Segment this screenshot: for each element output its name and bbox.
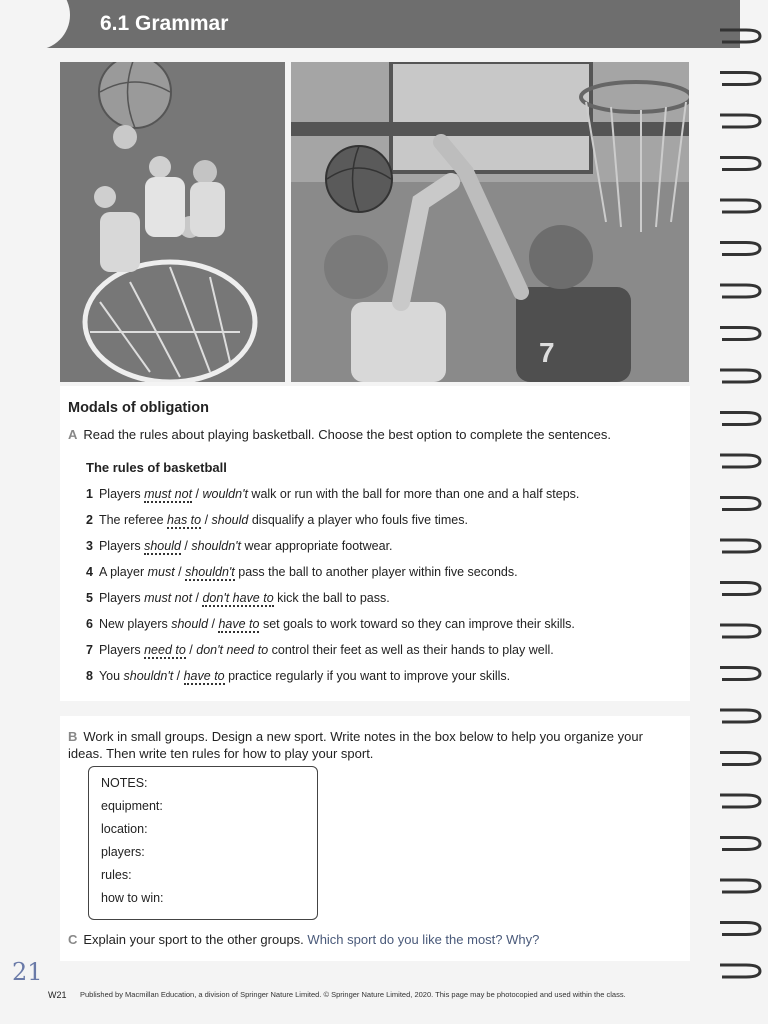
spiral-ring (720, 158, 760, 170)
rule-item (86, 617, 575, 631)
notes-equipment: equipment: (101, 799, 163, 813)
rule-sep: / (192, 487, 203, 501)
rule-post: disqualify a player who fouls five times. (248, 513, 468, 527)
rule-sep: / (208, 617, 219, 631)
notes-location: location: (101, 822, 148, 836)
rule-option-1[interactable]: has to (167, 513, 202, 527)
spiral-ring (720, 455, 760, 467)
spiral-ring (720, 370, 760, 382)
spiral-ring (720, 115, 760, 127)
section-b-panel (60, 716, 690, 961)
section-c-letter: C (68, 932, 78, 947)
rule-sep: / (173, 669, 184, 683)
rule-post: kick the ball to pass. (273, 591, 390, 605)
rule-number: 7 (86, 643, 93, 657)
rule-option-2[interactable]: should (211, 513, 249, 527)
rule-pre: Players (98, 591, 145, 605)
rule-post: control their feet as well as their hands to play well. (268, 643, 554, 657)
spiral-ring (720, 285, 760, 297)
photo-overhead-basketball (60, 62, 285, 382)
rule-option-1[interactable]: should (144, 539, 181, 553)
rule-item (86, 487, 579, 501)
rule-pre: Players (98, 487, 145, 501)
rule-option-2[interactable]: don't have to (202, 591, 274, 605)
rule-post: walk or run with the ball for more than one and a half steps. (247, 487, 580, 501)
spiral-ring (720, 243, 760, 255)
spiral-ring (720, 880, 760, 892)
rule-pre: A player (98, 565, 148, 579)
page-title: 6.1 Grammar (100, 12, 229, 35)
rules-title: The rules of basketball (86, 460, 227, 475)
rule-number: 1 (86, 487, 93, 501)
rule-option-2[interactable]: have to (183, 669, 225, 683)
rule-option-1[interactable]: should (171, 617, 209, 631)
handwritten-page-number: 21 (12, 958, 43, 986)
rule-pre: Players (98, 643, 145, 657)
spiral-ring (720, 710, 760, 722)
spiral-ring (720, 30, 760, 42)
rule-option-2[interactable]: shouldn't (185, 565, 235, 579)
spiral-ring (720, 73, 760, 85)
spiral-ring (720, 328, 760, 340)
notes-heading: NOTES: (101, 776, 148, 790)
modals-heading: Modals of obligation (68, 400, 209, 416)
svg-text:7: 7 (539, 337, 555, 368)
rule-item (86, 565, 518, 579)
spiral-ring (720, 795, 760, 807)
section-a-letter: A (68, 427, 78, 442)
rule-item (86, 513, 468, 527)
rule-option-1[interactable]: must not (144, 591, 193, 605)
rule-option-1[interactable]: shouldn't (123, 669, 174, 683)
rule-number: 2 (86, 513, 93, 527)
section-header (40, 0, 740, 48)
page-code: W21 (48, 990, 67, 1000)
rule-sep: / (174, 565, 186, 579)
rule-sep: / (201, 513, 212, 527)
spiral-ring (720, 838, 760, 850)
rule-option-1[interactable]: must (147, 565, 175, 579)
rule-item (86, 539, 393, 553)
rule-option-2[interactable]: have to (218, 617, 260, 631)
publisher-footer: Published by Macmillan Education, a division of Springer Nature Limited. © Springer Nature Limited, 2020. This page may be photocopied and used within the class. (80, 990, 626, 999)
section-a-panel (60, 386, 690, 701)
rule-item (86, 643, 554, 657)
rule-sep: / (185, 643, 197, 657)
rule-number: 8 (86, 669, 93, 683)
rule-option-2[interactable]: shouldn't (191, 539, 242, 553)
section-b-letter: B (68, 729, 78, 744)
rule-number: 5 (86, 591, 93, 605)
rule-option-2[interactable]: don't need to (196, 643, 269, 657)
spiral-ring (720, 965, 760, 977)
section-c-instruction (68, 932, 539, 947)
section-b-instruction-text: Work in small groups. Design a new sport. Write notes in the box below to help you organize your ideas. Then write ten rules for how to play your sport. (68, 729, 643, 761)
rule-option-1[interactable]: need to (144, 643, 186, 657)
section-c-text-2: Which sport do you like the most? Why? (307, 932, 540, 947)
spiral-ring (720, 583, 760, 595)
rule-pre: New players (98, 617, 172, 631)
rule-option-2[interactable]: wouldn't (202, 487, 248, 501)
rule-number: 3 (86, 539, 93, 553)
spiral-ring (720, 753, 760, 765)
spiral-ring (720, 625, 760, 637)
rule-number: 6 (86, 617, 93, 631)
photo-players-at-hoop (291, 62, 689, 382)
spiral-binding (716, 20, 768, 1010)
notes-rules: rules: (101, 868, 132, 882)
notes-box[interactable] (88, 766, 318, 920)
rule-option-1[interactable]: must not (144, 487, 193, 501)
spiral-ring (720, 200, 760, 212)
spiral-ring (720, 540, 760, 552)
notes-how-to-win: how to win: (101, 891, 164, 905)
rule-pre: You (98, 669, 124, 683)
rule-sep: / (192, 591, 203, 605)
section-a-instruction-text: Read the rules about playing basketball. Choose the best option to complete the sentences. (83, 427, 611, 442)
notes-players: players: (101, 845, 145, 859)
rule-post: pass the ball to another player within five seconds. (234, 565, 518, 579)
spiral-ring (720, 498, 760, 510)
spiral-ring (720, 923, 760, 935)
rule-post: set goals to work toward so they can improve their skills. (259, 617, 575, 631)
rule-item (86, 669, 510, 683)
rule-pre: The referee (98, 513, 168, 527)
section-c-text-1: Explain your sport to the other groups. (83, 932, 304, 947)
rule-pre: Players (98, 539, 145, 553)
rule-post: practice regularly if you want to improve your skills. (224, 669, 511, 683)
rule-post: wear appropriate footwear. (241, 539, 393, 553)
section-b-instruction (68, 728, 678, 762)
rule-item (86, 591, 390, 605)
spiral-ring (720, 668, 760, 680)
rule-number: 4 (86, 565, 93, 579)
section-a-instruction (68, 427, 611, 442)
rule-sep: / (180, 539, 192, 553)
spiral-ring (720, 413, 760, 425)
